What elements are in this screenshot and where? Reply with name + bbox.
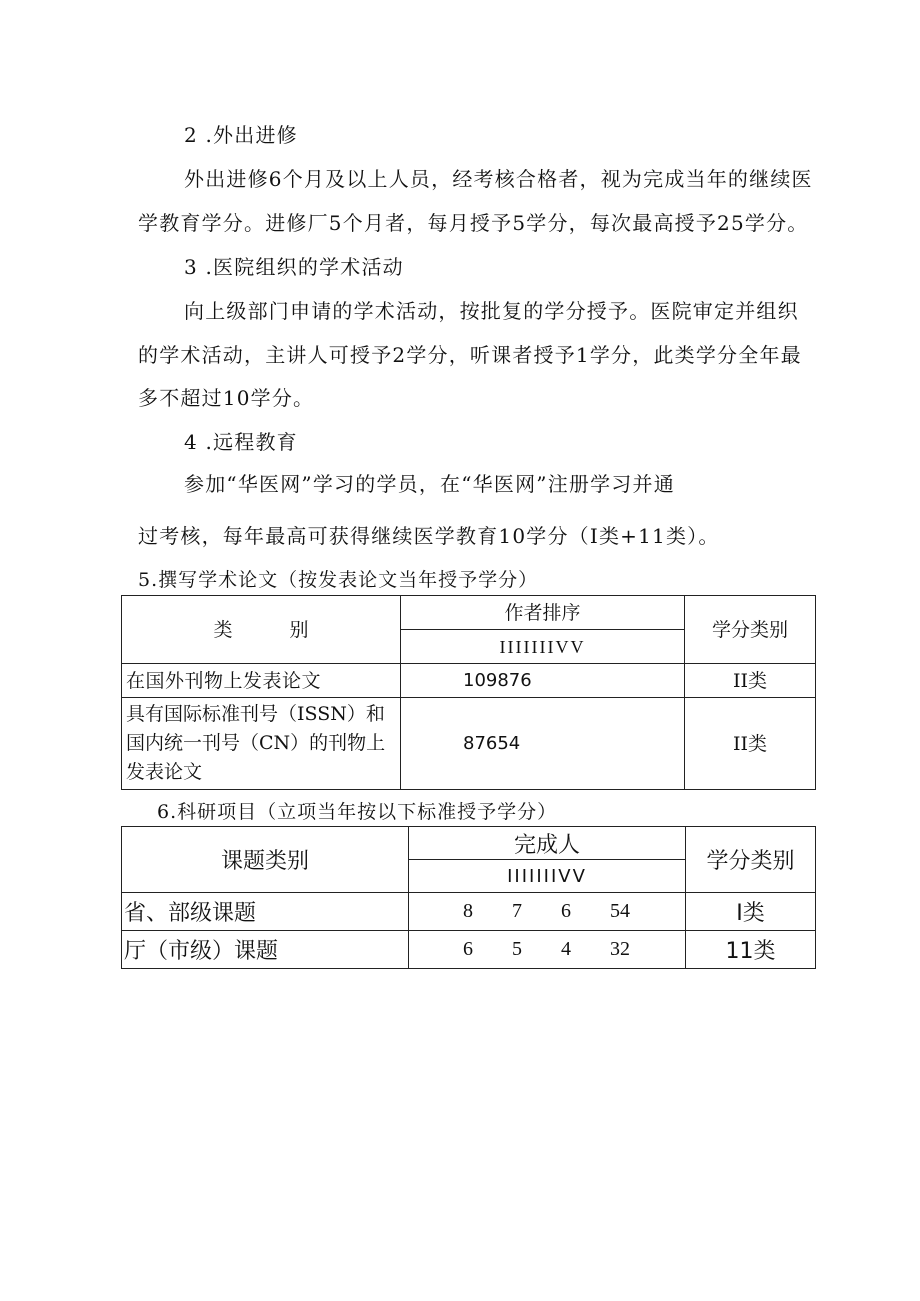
table-1-header-category: 类 别 — [122, 596, 401, 664]
table-2-header-completer: 完成人 — [409, 827, 686, 860]
section-3-paragraph-line-1: 向上级部门申请的学术活动，按批复的学分授予。医院审定并组织 — [184, 299, 799, 323]
table-2-row-2-v1: 6 — [463, 938, 473, 960]
table-2-row-2-credit: 11类 — [686, 931, 816, 969]
table-1-row-2-credit: II类 — [685, 698, 816, 790]
table-1-row-2-category-line-1: 具有国际标准刊号（ISSN）和 — [126, 703, 385, 725]
table-2-header-credit-type: 学分类别 — [686, 827, 816, 893]
table-2-row-1-v4: 54 — [610, 900, 630, 922]
research-credit-table — [121, 826, 816, 969]
table-1-caption: 5.撰写学术论文（按发表论文当年授予学分） — [138, 569, 539, 591]
section-2-paragraph-line-1: 外出进修6个月及以上人员，经考核合格者，视为完成当年的继续医 — [184, 167, 813, 191]
section-3-paragraph-line-3: 多不超过10学分。 — [138, 386, 315, 410]
table-1-row-1-values: 109876 — [401, 664, 685, 698]
table-2-row-2-v2: 5 — [512, 938, 522, 960]
section-3-heading: 3 .医院组织的学术活动 — [184, 255, 404, 279]
section-2-paragraph-line-2: 学教育学分。进修厂5个月者，每月授予5学分，每次最高授予25学分。 — [138, 211, 809, 235]
section-2-heading: 2 .外出进修 — [184, 123, 298, 147]
table-1-row-2-category — [122, 698, 401, 790]
papers-credit-table — [121, 595, 816, 790]
table-2-row-1-credit: Ⅰ类 — [686, 893, 816, 931]
section-4-paragraph-line-2: 过考核，每年最高可获得继续医学教育10学分（I类+11类）。 — [138, 524, 720, 548]
table-1-row-1-credit: II类 — [685, 664, 816, 698]
table-2-row-1-category: 省、部级课题 — [122, 893, 409, 931]
table-2-row-2-values — [409, 931, 686, 969]
table-2-row-1-values — [409, 893, 686, 931]
table-2-caption: 6.科研项目（立项当年按以下标准授予学分） — [157, 801, 558, 823]
table-1-header-author-sub: IIIIIIIVV — [401, 630, 685, 664]
table-2-header-completer-sub: IIIIIIIVV — [409, 860, 686, 893]
table-1-row-2-category-line-2: 国内统一刊号（CN）的刊物上 — [126, 732, 386, 754]
table-1-row-2-category-line-3: 发表论文 — [126, 761, 203, 783]
table-2-row-2-v3: 4 — [561, 938, 571, 960]
table-2-row-2-category: 厅（市级）课题 — [122, 931, 409, 969]
section-4-paragraph-line-1: 参加“华医网”学习的学员，在“华医网”注册学习并通 — [184, 472, 675, 496]
table-1-header-credit-type: 学分类别 — [685, 596, 816, 664]
section-3-paragraph-line-2: 的学术活动，主讲人可授予2学分，听课者授予1学分，此类学分全年最 — [138, 343, 802, 367]
table-2-row-1-v1: 8 — [463, 900, 473, 922]
table-row — [122, 931, 816, 969]
table-2-header-category: 课题类别 — [122, 827, 409, 893]
table-1-header-author-order: 作者排序 — [401, 596, 685, 630]
section-4-heading: 4 .远程教育 — [184, 430, 298, 454]
table-row — [122, 698, 816, 790]
table-row — [122, 893, 816, 931]
table-row — [122, 664, 816, 698]
table-2-row-1-v2: 7 — [512, 900, 522, 922]
table-2-row-2-v4: 32 — [610, 938, 630, 960]
table-2-row-1-v3: 6 — [561, 900, 571, 922]
table-1-row-1-category: 在国外刊物上发表论文 — [122, 664, 401, 698]
table-1-row-2-values: 87654 — [401, 698, 685, 790]
